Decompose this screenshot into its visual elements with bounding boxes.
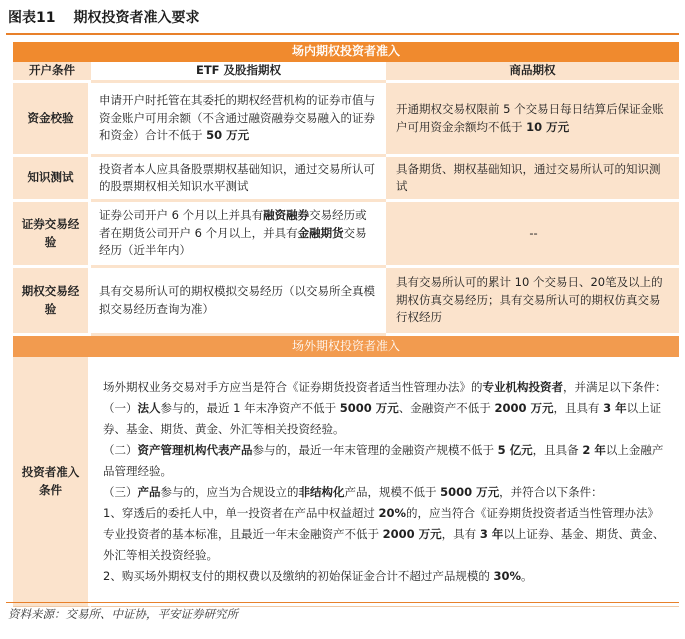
text-segment: 以上金融产品管理经验。 [103,442,664,478]
text-segment: 交易经历或者在期货公司开户 6 个月以上，并具有 [99,208,367,240]
figure-heading: 期权投资者准入要求 [73,10,200,26]
etf-capital-cell [91,83,386,157]
bold-segment: 专业机构投资者 [482,379,563,394]
text-segment: 开通期权交易权限前 5 个交易日每日结算后保证金账户可用资金余额均不低于 [396,102,664,134]
bold-segment: 3 年 [479,526,504,541]
commodity-options-cell: 具有交易所认可的累计 10 个交易日、20笔及以上的期权仿真交易经历；具有交易所认可的期权仿真交易行权经历 [386,268,679,336]
bold-segment: 10 万元 [526,119,570,134]
otc-paragraph [103,440,667,482]
text-segment: （三） [103,484,138,499]
text-segment: （二） [103,442,138,457]
text-segment: 场外期权业务交易对手方应当是符合《证券期货投资者适当性管理办法》的 [103,379,483,394]
otc-conditions-cell [91,357,679,607]
col-header-commodity: 商品期权 [386,62,679,83]
etf-knowledge-cell: 投资者本人应具备股票期权基础知识，通过交易所认可的股票期权相关知识水平测试 [91,157,386,202]
row-label-capital: 资金校验 [13,83,91,157]
text-segment: 产品，规模不低于 [344,484,441,499]
text-segment: 以上证券、基金、期货、黄金、外汇等相关投资经验。 [103,400,662,436]
otc-paragraph [103,503,667,566]
text-segment: 证券公司开户 6 个月以上并具有 [99,208,264,223]
text-segment: ，并符合以下条件： [499,484,603,499]
text-segment: 1、穿透后的委托人中，单一投资者在产品中权益超过 [103,505,379,520]
table-row [13,83,679,157]
text-segment: 参与的，最近一年末管理的金融资产规模不低于 [252,442,498,457]
text-segment: 交易经历（近半年内） [99,225,367,258]
bold-segment: 50 万元 [206,128,250,143]
table-row [13,268,679,336]
text-segment: 申请开户时托管在其委托的期权经营机构的证券市值与资金账户可用余额（不含通过融资融券交易融入的证券和资金）合计不低于 [99,93,375,143]
text-segment: 的，应当符合《证券期货投资者适当性管理办法》专业投资者的基本标准，且最近一年末金融资产不低于 [103,505,660,541]
bold-segment: 融资融券 [263,208,310,223]
etf-options-cell: 具有交易所认可的期权模拟交易经历（以交易所全真模拟交易经历查询为准） [91,268,386,336]
bold-segment: 产品 [137,484,161,499]
text-segment: 。 [521,568,533,583]
bold-segment: 法人 [137,400,161,415]
text-segment: ，且具有 [553,400,604,415]
bold-segment: 5 亿元 [497,442,533,457]
requirements-table [13,42,679,607]
bold-segment: 2 年 [582,442,606,457]
bold-segment: 金融期货 [297,225,344,240]
otc-banner: 场外期权投资者准入 [13,336,679,357]
text-segment: 2、购买场外期权支付的期权费以及缴纳的初始保证金合计不超过产品规模的 [103,568,494,583]
text-segment: ，并满足以下条件： [563,379,667,394]
column-header-row [13,62,679,83]
text-segment: 以上证券、基金、期货、黄金、外汇等相关投资经验。 [103,526,665,562]
commodity-knowledge-cell: 具备期货、期权基础知识，通过交易所认可的知识测试 [386,157,679,202]
otc-paragraph [103,566,667,587]
col-header-condition: 开户条件 [13,62,91,83]
bold-segment: 2000 万元 [494,400,554,415]
figure-label: 图表11 [8,10,56,26]
otc-banner-row [13,336,679,357]
figure-title [8,6,199,30]
otc-paragraph [103,377,667,398]
bold-segment: 30% [493,568,521,583]
row-label-options-exp: 期权交易经验 [13,268,91,336]
table-row [13,157,679,202]
text-segment: ，且具备 [532,442,583,457]
commodity-capital-cell [386,83,679,157]
row-label-securities-exp: 证券交易经验 [13,202,91,268]
bold-segment: 2000 万元 [382,526,442,541]
text-segment: 参与的，应当为合规设立的 [160,484,299,499]
exchange-banner-row [13,42,679,62]
row-label-otc: 投资者准入条件 [13,357,91,607]
bold-segment: 3 年 [603,400,627,415]
commodity-securities-cell: -- [386,202,679,268]
text-segment: ，具有 [441,526,480,541]
col-header-etf: ETF 及股指期权 [91,62,386,83]
table-row [13,202,679,268]
bold-segment: 20% [378,505,407,520]
text-segment: （一） [103,400,138,415]
top-rule [6,33,679,35]
bold-segment: 非结构化 [298,484,345,499]
otc-paragraph [103,398,667,440]
bold-segment: 5000 万元 [440,484,500,499]
etf-securities-cell [91,202,386,268]
source-note: 资料来源：交易所、中证协，平安证券研究所 [8,607,238,621]
bottom-rule [6,602,679,603]
otc-paragraph [103,482,667,503]
text-segment: 、金融资产不低于 [398,400,495,415]
text-segment: 参与的，最近 1 年末净资产不低于 [160,400,340,415]
exchange-banner: 场内期权投资者准入 [13,42,679,62]
table-row [13,357,679,607]
row-label-knowledge: 知识测试 [13,157,91,202]
bold-segment: 资产管理机构代表产品 [137,442,253,457]
bold-segment: 5000 万元 [339,400,399,415]
